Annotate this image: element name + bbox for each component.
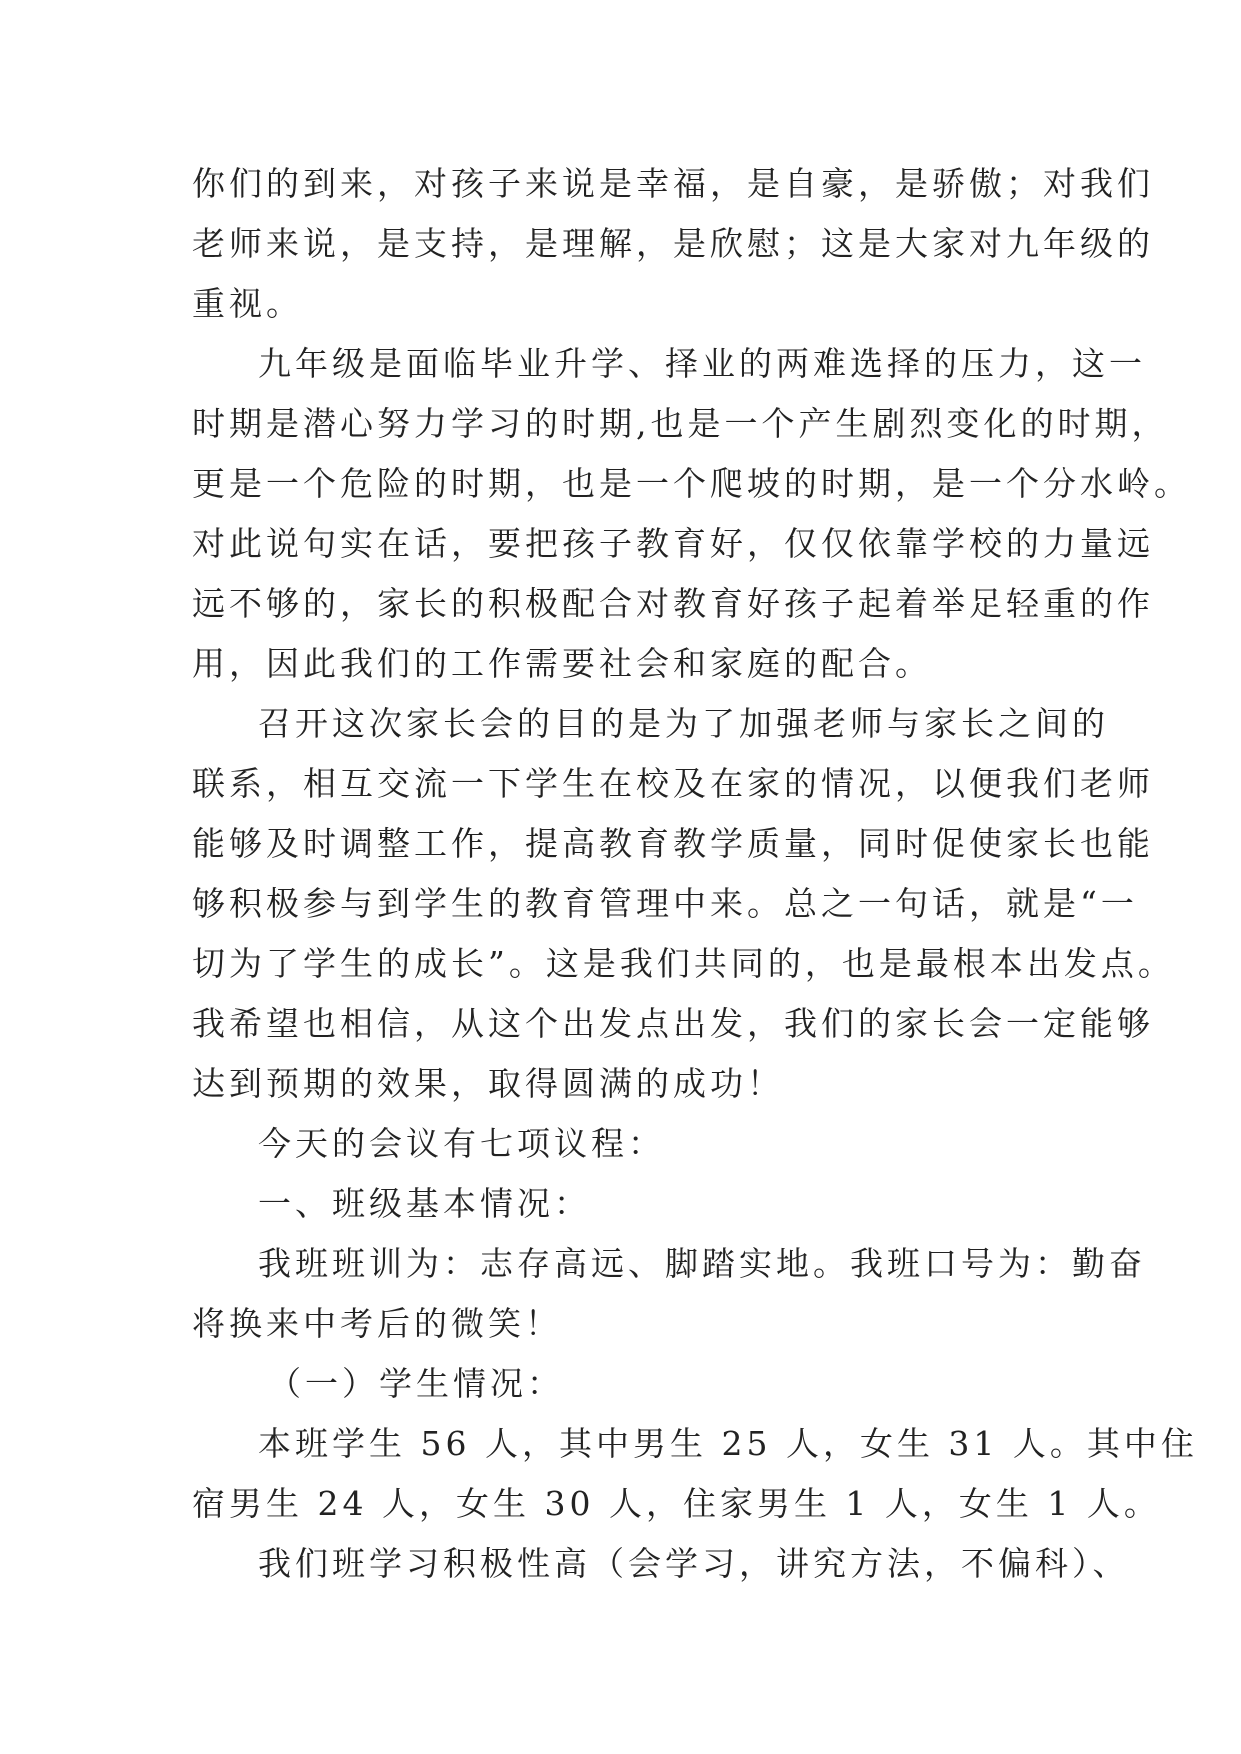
text-line: 能够及时调整工作，提高教育教学质量，同时促使家长也能 [192,824,1154,863]
text-line: 重视。 [192,284,303,323]
text-line: 时期是潜心努力学习的时期,也是一个产生剧烈变化的时期， [192,404,1169,443]
text-line: 对此说句实在话，要把孩子教育好，仅仅依靠学校的力量远 [192,524,1154,563]
text-line: 召开这次家长会的目的是为了加强老师与家长之间的 [258,704,1109,743]
text-line: 一、班级基本情况： [258,1184,591,1223]
text-line: 切为了学生的成长”。这是我们共同的，也是最根本出发点。 [192,944,1175,983]
text-line: 你们的到来，对孩子来说是幸福，是自豪，是骄傲；对我们 [192,164,1154,203]
text-line: 用，因此我们的工作需要社会和家庭的配合。 [192,644,932,683]
text-line: 我们班学习积极性高（会学习，讲究方法，不偏科）、 [258,1544,1130,1583]
text-line: 我班班训为：志存高远、脚踏实地。我班口号为：勤奋 [258,1244,1146,1283]
text-line: 老师来说，是支持，是理解，是欣慰；这是大家对九年级的 [192,224,1154,263]
text-line: 达到预期的效果，取得圆满的成功！ [192,1064,784,1103]
text-line: 本班学生 56 人，其中男生 25 人，女生 31 人。其中住 [258,1424,1198,1463]
text-line: 联系，相互交流一下学生在校及在家的情况，以便我们老师 [192,764,1154,803]
text-line: 今天的会议有七项议程： [258,1124,665,1163]
text-line: 远不够的，家长的积极配合对教育好孩子起着举足轻重的作 [192,584,1154,623]
text-line: 九年级是面临毕业升学、择业的两难选择的压力，这一 [258,344,1146,383]
text-line: 宿男生 24 人，女生 30 人，住家男生 1 人，女生 1 人。 [192,1484,1161,1523]
document-body [192,154,1198,1594]
section-heading: （一）学生情况： [268,1364,564,1403]
text-line: 够积极参与到学生的教育管理中来。总之一句话，就是“一 [192,884,1138,923]
text-line: 更是一个危险的时期，也是一个爬坡的时期，是一个分水岭。 [192,464,1191,503]
text-line: 将换来中考后的微笑！ [192,1304,562,1343]
text-line: 我希望也相信，从这个出发点出发，我们的家长会一定能够 [192,1004,1154,1043]
